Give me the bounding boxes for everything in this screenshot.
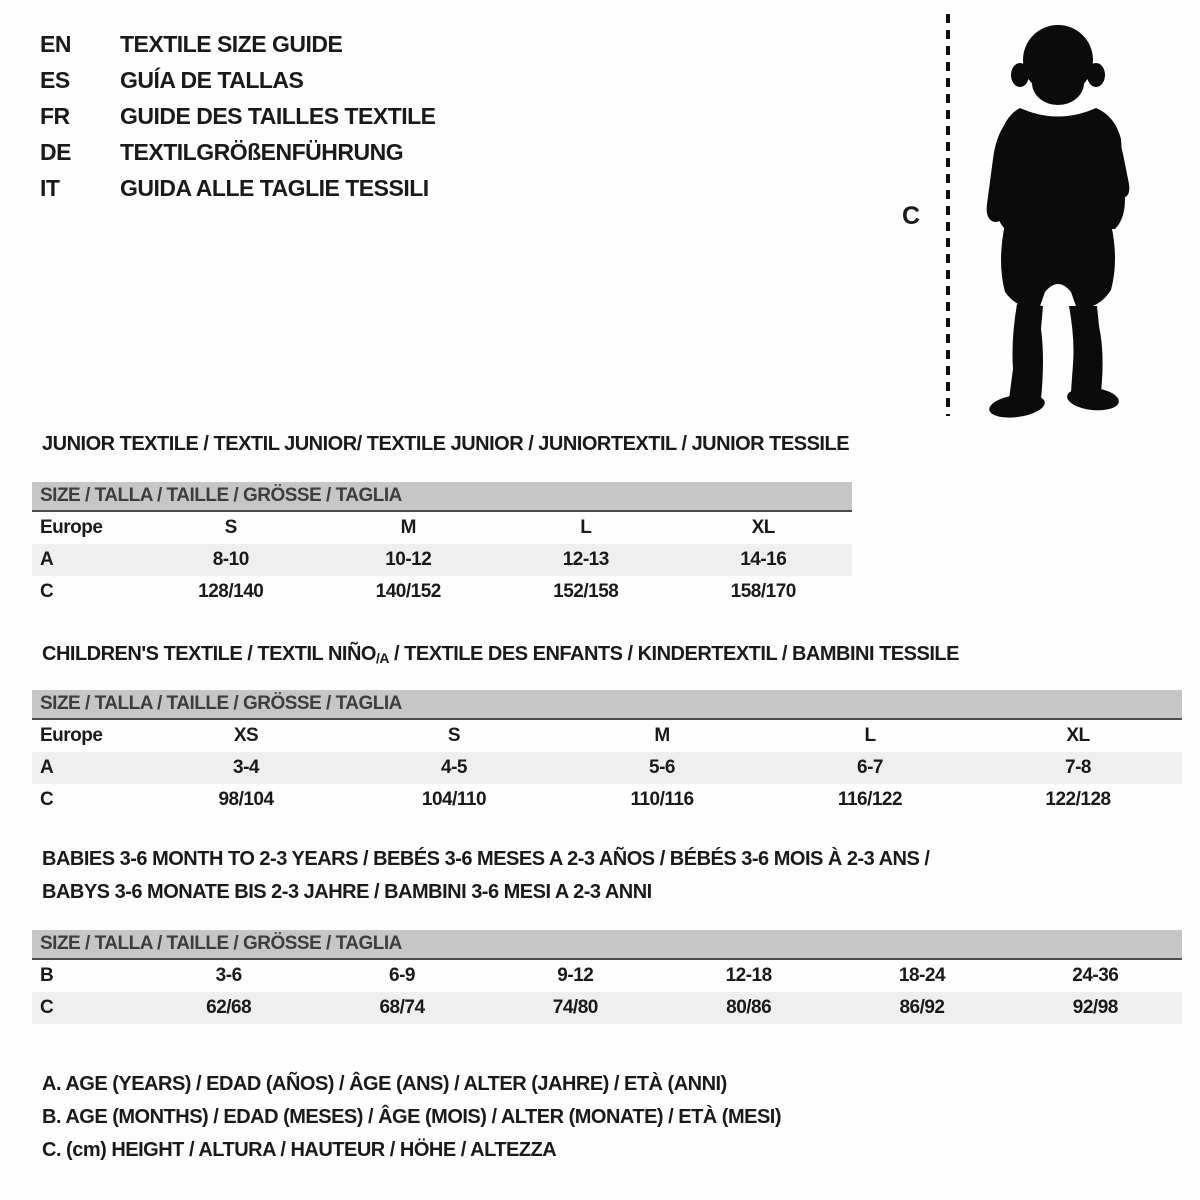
row-value: 128/140	[198, 581, 264, 602]
row-value: 152/158	[553, 581, 619, 602]
language-row	[40, 26, 436, 62]
row-value: 158/170	[730, 581, 796, 602]
table-row	[32, 752, 1182, 784]
language-code: DE	[40, 138, 71, 165]
row-value: XL	[751, 517, 775, 538]
section-title-line	[42, 876, 1182, 909]
section-title-line	[42, 432, 852, 457]
section-title-text: JUNIOR TEXTILE / TEXTIL JUNIOR/ TEXTILE JUNIOR / JUNIORTEXTIL / JUNIOR TESSILE	[42, 433, 850, 455]
size-table	[32, 690, 1182, 816]
table-row	[32, 544, 852, 576]
row-value: 122/128	[1045, 789, 1111, 810]
section-title	[42, 432, 852, 457]
legend-line: A. AGE (YEARS) / EDAD (AÑOS) / ÂGE (ANS) / ALTER (JAHRE) / ETÀ (ANNI)	[42, 1073, 727, 1095]
language-list	[40, 26, 436, 206]
section-title-subscript: /A	[375, 650, 389, 666]
section-title-text: BABIES 3-6 MONTH TO 2-3 YEARS / BEBÉS 3-6 MESES A 2-3 AÑOS / BÉBÉS 3-6 MOIS À 2-3 ANS /	[42, 848, 930, 870]
row-value: 8-10	[212, 549, 249, 570]
table-row	[32, 512, 852, 544]
table-row	[32, 992, 1182, 1024]
language-code: FR	[40, 102, 70, 129]
row-value: 4-5	[441, 757, 467, 778]
section-title	[42, 642, 1182, 668]
language-row	[40, 170, 436, 206]
row-value: L	[580, 517, 592, 538]
row-value: 6-9	[389, 965, 415, 986]
section-title-line	[42, 843, 1182, 876]
row-value: 140/152	[375, 581, 441, 602]
legend-line: C. (cm) HEIGHT / ALTURA / HAUTEUR / HÖHE / ALTEZZA	[42, 1139, 557, 1161]
row-value: 92/98	[1072, 997, 1118, 1018]
row-label: Europe	[40, 517, 103, 538]
table-row	[32, 960, 1182, 992]
language-code: IT	[40, 174, 60, 201]
row-value: 68/74	[379, 997, 425, 1018]
row-value: 104/110	[421, 789, 487, 810]
height-measure-dashed-line	[946, 14, 950, 416]
row-value: 62/68	[206, 997, 252, 1018]
row-value: 74/80	[552, 997, 598, 1018]
row-value: S	[224, 517, 237, 538]
language-title: GUIDE DES TAILLES TEXTILE	[120, 102, 436, 129]
language-code: EN	[40, 30, 71, 57]
row-value: 7-8	[1065, 757, 1091, 778]
row-value: M	[400, 517, 416, 538]
row-value: 12-13	[562, 549, 609, 570]
row-value: 24-36	[1072, 965, 1119, 986]
language-title: TEXTILE SIZE GUIDE	[120, 30, 343, 57]
row-value: L	[864, 725, 876, 746]
row-value: 3-6	[215, 965, 242, 986]
section-junior-textile	[32, 432, 852, 622]
row-value: 12-18	[725, 965, 772, 986]
row-label: A	[40, 757, 54, 778]
section-title	[42, 843, 1182, 909]
row-value: M	[654, 725, 670, 746]
language-row	[40, 62, 436, 98]
legend-line: B. AGE (MONTHS) / EDAD (MESES) / ÂGE (MOIS) / ALTER (MONATE) / ETÀ (MESI)	[42, 1106, 782, 1128]
row-label: A	[40, 549, 54, 570]
table-row	[32, 784, 1182, 816]
section-title-text: / TEXTILE DES ENFANTS / KINDERTEXTIL / BAMBINI TESSILE	[388, 643, 959, 665]
table-header-bar: SIZE / TALLA / TAILLE / GRÖSSE / TAGLIA	[32, 482, 852, 512]
language-code: ES	[40, 66, 70, 93]
row-value: 14-16	[740, 549, 787, 570]
table-row	[32, 576, 852, 608]
row-value: 10-12	[385, 549, 432, 570]
row-label: Europe	[40, 725, 103, 746]
row-value: 6-7	[857, 757, 883, 778]
row-value: 116/122	[837, 789, 903, 810]
row-label: C	[40, 581, 54, 602]
height-measure-label: C	[902, 202, 920, 230]
language-title: GUÍA DE TALLAS	[120, 66, 304, 93]
legend	[42, 1068, 781, 1167]
row-value: 110/116	[630, 789, 694, 810]
row-value: 3-4	[233, 757, 259, 778]
language-row	[40, 98, 436, 134]
row-label: C	[40, 997, 54, 1018]
size-table	[32, 930, 1182, 1024]
section-title-text: BABYS 3-6 MONATE BIS 2-3 JAHRE / BAMBINI 3-6 MESI A 2-3 ANNI	[42, 881, 652, 903]
row-value: 80/86	[726, 997, 772, 1018]
row-value: 86/92	[899, 997, 945, 1018]
toddler-silhouette-image	[965, 15, 1140, 418]
row-label: B	[40, 965, 54, 986]
row-value: XL	[1066, 725, 1090, 746]
row-value: 9-12	[557, 965, 594, 986]
section-title-line	[42, 642, 1182, 668]
table-header-bar: SIZE / TALLA / TAILLE / GRÖSSE / TAGLIA	[32, 690, 1182, 720]
table-row	[32, 720, 1182, 752]
table-header-bar: SIZE / TALLA / TAILLE / GRÖSSE / TAGLIA	[32, 930, 1182, 960]
row-value: XS	[233, 725, 259, 746]
row-value: 5-6	[649, 757, 675, 778]
language-title: TEXTILGRÖßENFÜHRUNG	[120, 138, 404, 165]
language-title: GUIDA ALLE TAGLIE TESSILI	[120, 174, 429, 201]
row-value: 98/104	[218, 789, 274, 810]
row-value: 18-24	[898, 965, 946, 986]
section-babies-textile	[32, 843, 1182, 1043]
language-row	[40, 134, 436, 170]
section-children-textile	[32, 642, 1182, 832]
row-label: C	[40, 789, 54, 810]
size-table	[32, 482, 852, 608]
row-value: S	[447, 725, 461, 746]
section-title-text: CHILDREN'S TEXTILE / TEXTIL NIÑO	[42, 643, 376, 665]
